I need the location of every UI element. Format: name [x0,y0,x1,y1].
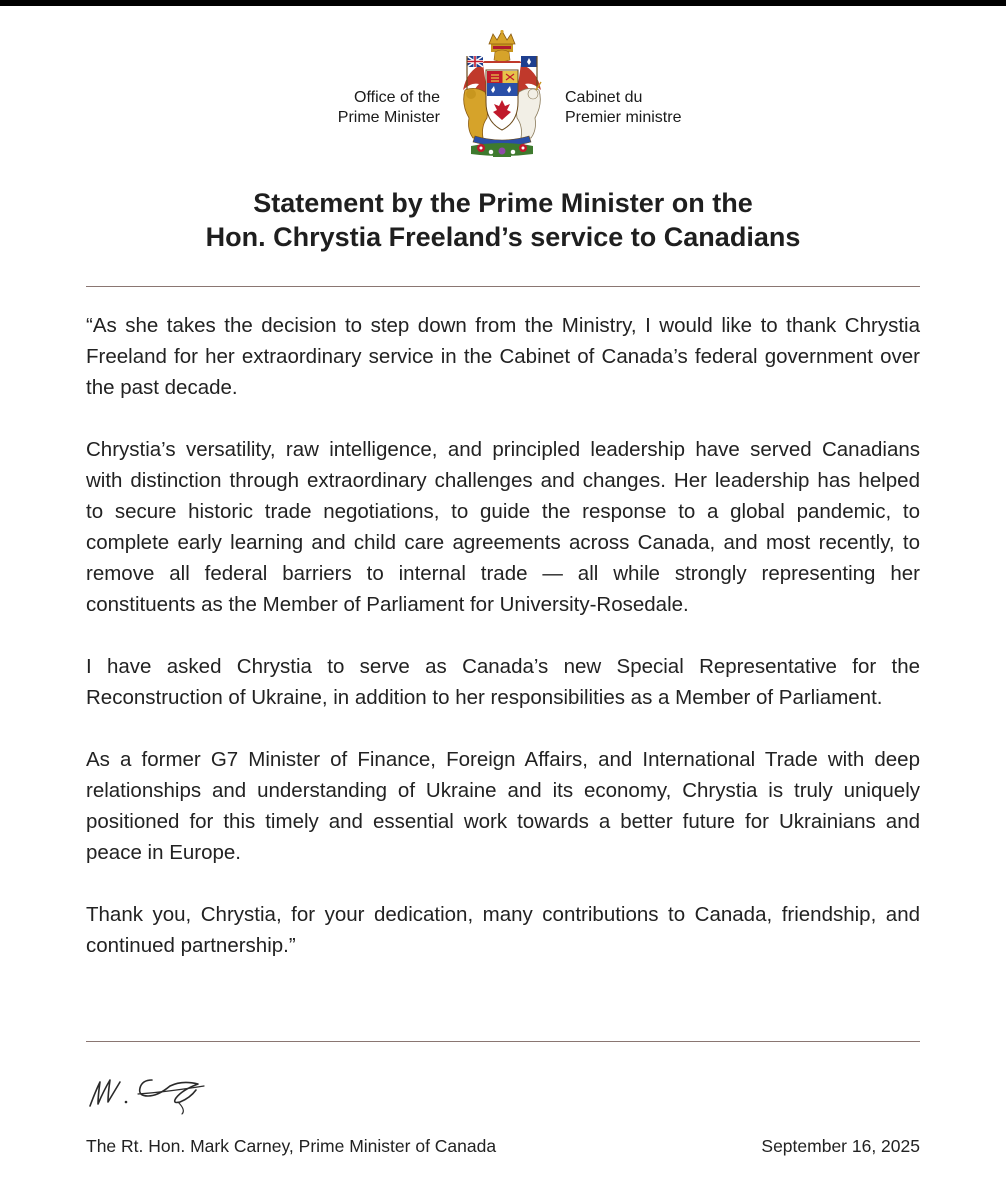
office-name-french [565,88,681,128]
office-en-line-2: Prime Minister [337,109,440,126]
office-fr-line-1: Cabinet du [565,89,643,106]
coat-of-arms-icon [453,30,551,164]
paragraph-5: Thank you, Chrystia, for your dedication, many contributions to Canada, friendship, and continued partnership.” [86,903,920,957]
title-line-2: Hon. Chrystia Freeland’s service to Canadians [205,222,801,252]
office-name-english [338,88,440,128]
letterhead [0,28,1006,168]
signatory-line: The Rt. Hon. Mark Carney, Prime Minister of Canada [86,1136,497,1156]
statement-title [0,186,1006,254]
floral-base-icon [471,143,533,156]
paragraph-1: “As she takes the decision to step down from the Ministry, I would like to thank Chrystia Freeland for her extraordinary service in the Cabinet of Canada’s federal government over the past decade. [86,314,920,399]
office-fr-line-2: Premier ministre [565,109,682,126]
office-en-line-1: Office of the [354,89,440,106]
shield-icon [486,70,518,130]
crown-icon [489,30,515,52]
title-line-1: Statement by the Prime Minister on the [253,188,753,218]
top-border [0,0,1006,6]
statement-body [86,310,920,992]
paragraph-2: Chrystia’s versatility, raw intelligence, and principled leadership have served Canadians with distinction through extraordinary challenges and changes. Her leadership has helped to secure historic trade negotiations, to guide the response to a global pandemic, to complete early learning and child care agreements across Canada, and most recently, to remove all federal barriers to internal trade — all while strongly representing her constituents as the Member of Parliament for University-Rosedale. [86,438,920,616]
paragraph-3: I have asked Chrystia to serve as Canada’s new Special Representative for the Reconstruction of Ukraine, in addition to her responsibilities as a Member of Parliament. [86,655,920,709]
statement-date: September 16, 2025 [761,1136,920,1156]
divider-top [86,286,920,287]
divider-bottom [86,1041,920,1042]
handwritten-signature-icon [86,1068,216,1118]
paragraph-4: As a former G7 Minister of Finance, Foreign Affairs, and International Trade with deep relationships and understanding of Ukraine and its economy, Chrystia is truly uniquely positioned for this timely and essential work towards a better future for Ukrainians and peace in Europe. [86,748,920,864]
